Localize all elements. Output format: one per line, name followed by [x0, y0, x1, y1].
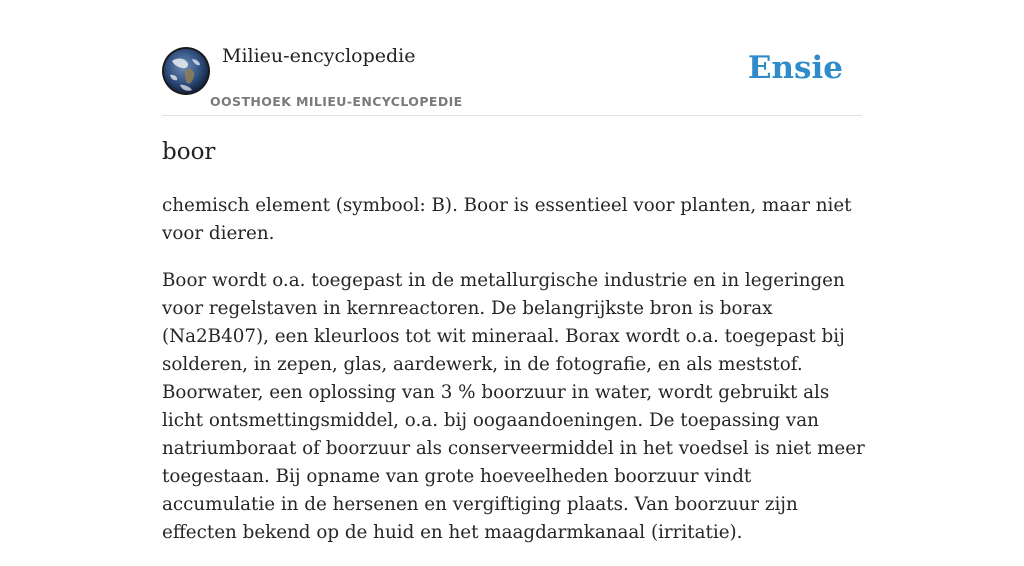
site-title[interactable]: Milieu-encyclopedie: [222, 45, 416, 67]
site-subtitle[interactable]: OOSTHOEK MILIEU-ENCYCLOPEDIE: [210, 94, 463, 109]
brand-logo[interactable]: Ensie: [747, 50, 843, 86]
definition-paragraph: chemisch element (symbool: B). Boor is essentieel voor planten, maar niet voor dieren.: [162, 195, 852, 244]
site-header: [162, 0, 862, 116]
body-paragraph: Boor wordt o.a. toegepast in de metallurgische industrie en in legeringen voor regelstaven in kernreactoren. De belangrijkste bron is borax (Na2B407), een kleurloos tot wit mineraal. Borax wordt o.a. toegepast bij solderen, in zepen, glas, aardewerk, in de fotografie, en als meststof. Boorwater, een oplossing van 3 % boorzuur in water, wordt gebruikt als licht ontsmettingsmiddel, o.a. bij oogaandoeningen. De toepassing van natriumboraat of boorzuur als conserveermiddel in het voedsel is niet meer toegestaan. Bij opname van grote hoeveelheden boorzuur vindt accumulatie in de hersenen en vergiftiging plaats. Van boorzuur zijn effecten bekend op de huid en het maagdarmkanaal (irritatie).: [162, 270, 865, 543]
article-content: [162, 192, 866, 566]
page-title: boor: [162, 139, 216, 165]
earth-globe-icon[interactable]: [162, 47, 210, 95]
